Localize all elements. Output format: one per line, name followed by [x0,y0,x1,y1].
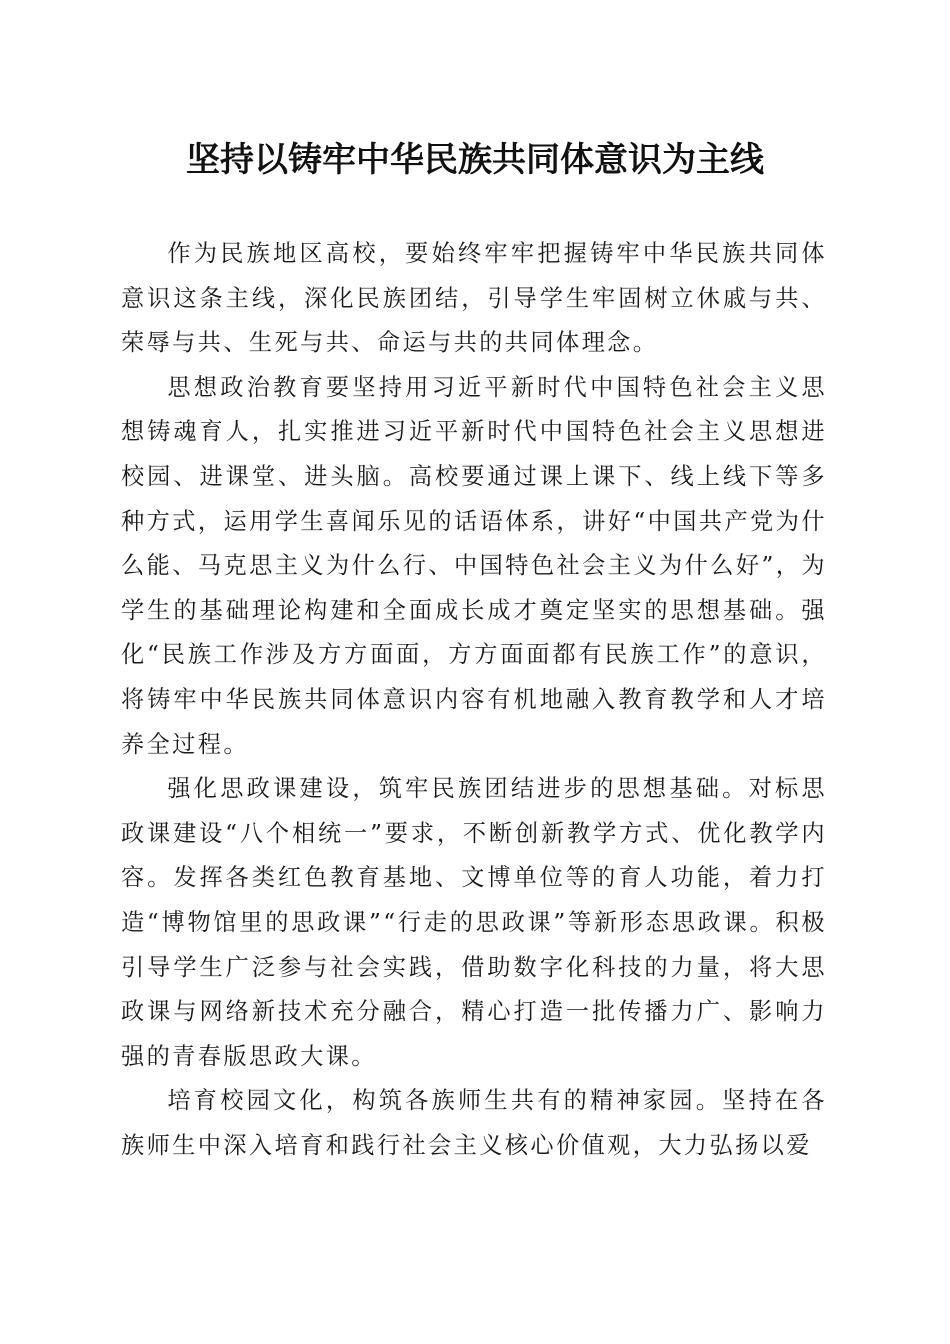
paragraph: 培育校园文化，构筑各族师生共有的精神家园。坚持在各族师生中深入培育和践行社会主义核心价值观，大力弘扬以爱 [121,1087,827,1159]
paragraph: 强化思政课建设，筑牢民族团结进步的思想基础。对标思政课建设“八个相统一”要求，不断创新教学方式、优化教学内容。发挥各类红色教育基地、文博单位等的育人功能，着力打造“博物馆里的思政课”“行走的思政课”等新形态思政课。积极引导学生广泛参与社会实践，借助数字化科技的力量，将大思政课与网络新技术充分融合，精心打造一批传播力广、影响力强的青春版思政大课。 [121,775,827,1070]
document-body [121,232,827,1168]
paragraph: 作为民族地区高校，要始终牢牢把握铸牢中华民族共同体意识这条主线，深化民族团结，引导学生牢固树立休戚与共、荣辱与共、生死与共、命运与共的共同体理念。 [121,240,827,357]
paragraph: 思想政治教育要坚持用习近平新时代中国特色社会主义思想铸魂育人，扎实推进习近平新时代中国特色社会主义思想进校园、进课堂、进头脑。高校要通过课上课下、线上线下等多种方式，运用学生喜闻乐见的话语体系，讲好“中国共产党为什么能、马克思主义为什么行、中国特色社会主义为什么好”，为学生的基础理论构建和全面成长成才奠定坚实的思想基础。强化“民族工作涉及方方面面，方方面面都有民族工作”的意识，将铸牢中华民族共同体意识内容有机地融入教育教学和人才培养全过程。 [121,373,827,758]
document-title: 坚持以铸牢中华民族共同体意识为主线 [186,140,764,180]
